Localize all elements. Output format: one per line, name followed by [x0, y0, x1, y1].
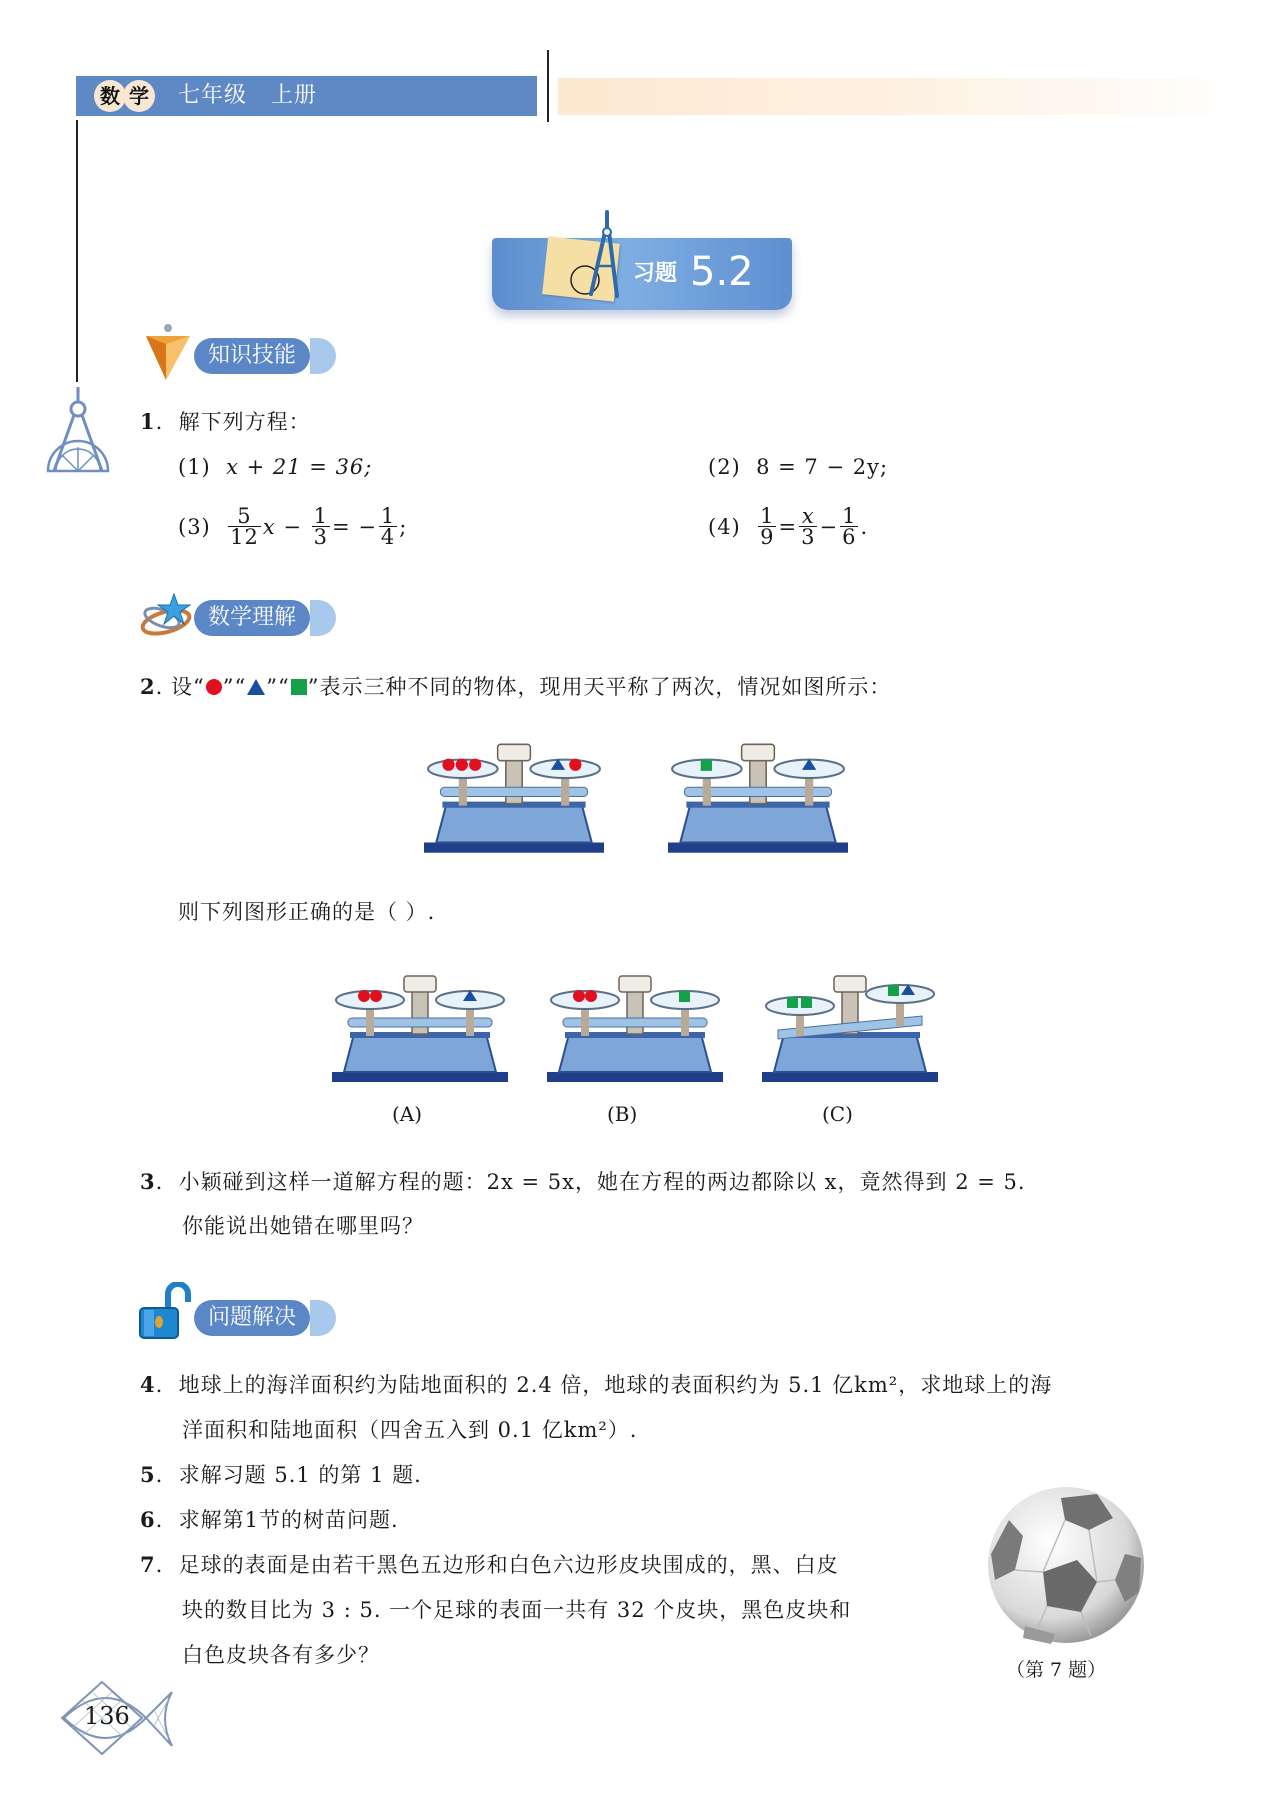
operator: = [778, 514, 798, 539]
margin-line [76, 120, 78, 382]
q1-part-4 [708, 506, 868, 547]
grade-volume: 七年级 上册 [178, 83, 317, 108]
section-pill-tail [310, 338, 336, 374]
part-label: (3) [178, 514, 211, 539]
page-number: 136 [84, 1702, 130, 1730]
question-number: 4 [140, 1372, 156, 1397]
fraction: $\frac{1}{9}$ [760, 504, 775, 549]
green-square-icon [290, 678, 308, 696]
question-number: 1 [140, 409, 156, 434]
equation: x + 21 = 36; [226, 455, 373, 479]
text: ”“ [222, 675, 247, 699]
subject-logo [94, 80, 152, 112]
text: ”表示三种不同的物体，现用天平称了两次，情况如图所示： [307, 675, 892, 699]
question-1: 1. 解下列方程： [140, 409, 311, 434]
text: ”“ [266, 675, 290, 699]
compass-protractor-icon [44, 385, 112, 477]
question-text: 小颖碰到这样一道解方程的题：2x = 5x，她在方程的两边都除以 x，竟然得到 2 = 5. [178, 1170, 1026, 1194]
compass-drawing-icon [555, 208, 635, 308]
question-7-line2: 块的数目比为 3 : 5. 一个足球的表面一共有 32 个皮块，黑色皮块和 [182, 1598, 852, 1622]
variable: x [262, 514, 276, 539]
question-stem: 解下列方程： [178, 410, 311, 434]
question-2-prompt: 则下列图形正确的是（ ）. [178, 900, 436, 924]
question-5: 5. 求解习题 5.1 的第 1 题. [140, 1462, 422, 1487]
section-header-problem-solving [194, 1300, 336, 1336]
option-b-label[interactable]: (B) [607, 1102, 638, 1126]
section-pill-tail [310, 1300, 336, 1336]
question-4-line2: 洋面积和陆地面积（四舍五入到 0.1 亿km²）. [182, 1418, 638, 1442]
operator: − [819, 514, 839, 539]
question-7-line3: 白色皮块各有多少？ [182, 1643, 380, 1667]
plumb-bob-icon [144, 322, 192, 382]
part-label: (2) [708, 455, 741, 479]
exercise-label: 习题 [633, 261, 678, 286]
question-7: 7. 足球的表面是由若干黑色五边形和白色六边形皮块围成的，黑、白皮 [140, 1552, 839, 1577]
q1-part-1 [178, 452, 372, 482]
option-c-label[interactable]: (C) [822, 1102, 853, 1126]
option-a-label[interactable]: (A) [392, 1102, 423, 1126]
red-circle-icon [205, 678, 223, 696]
question-3-line2: 你能说出她错在哪里吗？ [182, 1214, 424, 1238]
question-4: 4. 地球上的海洋面积约为陆地面积的 2.4 倍，地球的表面积约为 5.1 亿km²，求地球上的海 [140, 1372, 1053, 1397]
option-b-scale[interactable] [547, 972, 723, 1088]
question-3: 3. 小颖碰到这样一道解方程的题：2x = 5x，她在方程的两边都除以 x，竟然得到 2 = 5. [140, 1169, 1026, 1194]
punctuation: . [860, 514, 869, 539]
section-title: 数学理解 [194, 600, 310, 636]
question-6: 6. 求解第1节的树苗问题. [140, 1507, 399, 1532]
soccer-ball-image [985, 1484, 1147, 1646]
equation: 8 = 7 − 2y; [756, 455, 889, 479]
section-pill-tail [310, 600, 336, 636]
question-2: 2 . 设“ ”“ ”“ ”表示三种不同的物体，现用天平称了两次，情况如图所示： [140, 672, 891, 702]
figure-caption: （第 7 题） [1006, 1659, 1107, 1681]
section-title: 问题解决 [194, 1300, 310, 1336]
subject-char: 数 [94, 80, 126, 112]
q1-part-3 [178, 506, 407, 547]
fraction: $\frac{x}{3}$ [801, 504, 816, 549]
blue-triangle-icon [246, 678, 266, 696]
section-header-knowledge [194, 338, 336, 374]
question-number: 3 [140, 1169, 156, 1194]
subject-char: 学 [123, 80, 155, 112]
fraction: $\frac{1}{3}$ [313, 504, 329, 549]
header-divider [547, 50, 549, 122]
exercise-number: 5.2 [690, 249, 754, 295]
question-text: 地球上的海洋面积约为陆地面积的 2.4 倍，地球的表面积约为 5.1 亿km²，求地球上的海 [178, 1373, 1053, 1397]
section-title: 知识技能 [194, 338, 310, 374]
header-decor-band [558, 78, 1238, 115]
question-text: 求解第1节的树苗问题. [178, 1508, 399, 1532]
q1-part-2 [708, 452, 888, 482]
given-scale-2 [668, 740, 848, 859]
part-label: (4) [708, 514, 741, 539]
question-number: 6 [140, 1507, 156, 1532]
star-orbit-icon [138, 592, 196, 640]
question-number: 5 [140, 1462, 156, 1487]
section-header-understanding [194, 600, 336, 636]
part-label: (1) [178, 455, 211, 479]
text: 设“ [170, 675, 205, 699]
operator: = − [332, 514, 377, 539]
fraction: $\frac{1}{4}$ [380, 504, 396, 549]
operator: − [283, 514, 302, 539]
punctuation: ; [399, 514, 408, 539]
option-c-scale[interactable] [762, 972, 938, 1088]
option-a-scale[interactable] [332, 972, 508, 1088]
question-number: 7 [140, 1552, 156, 1577]
question-text: 求解习题 5.1 的第 1 题. [178, 1463, 422, 1487]
fraction: $\frac{5}{12}$ [230, 504, 259, 549]
open-lock-icon [138, 1282, 192, 1342]
question-text: 足球的表面是由若干黑色五边形和白色六边形皮块围成的，黑、白皮 [178, 1553, 839, 1577]
question-number: 2 [140, 674, 156, 699]
fraction: $\frac{1}{6}$ [842, 504, 857, 549]
given-scale-1 [424, 740, 604, 859]
